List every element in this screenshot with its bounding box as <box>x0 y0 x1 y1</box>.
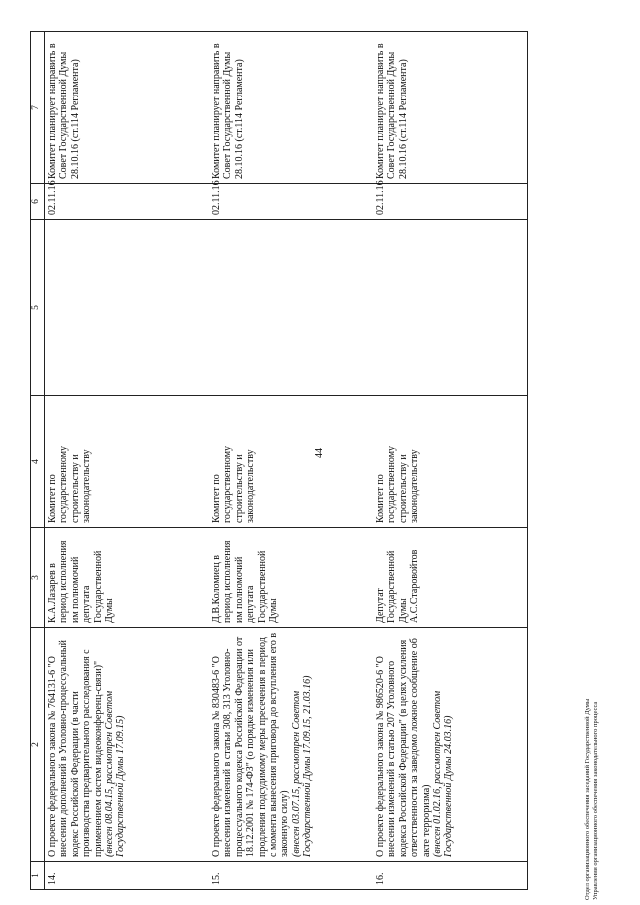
note-cell: Комитет планирует направить в Совет Государственной Думы 28.10.16 (ст.114 Регламента) <box>209 32 373 184</box>
bill-title: О проекте федерального закона № 830483-6 "О внесении изменений в статьи 308, 313 Уголовно-процессуального кодекса Российской Федерации от 18.12.2001 № 174-ФЗ" (о порядке изменения или продления подсудимому меры пресечения в период с момента вынесения приговора до вступления его в законную силу) <box>211 632 291 857</box>
footer-line: Отдел организационного обеспечения заседаний Государственной Думы <box>584 698 591 900</box>
table-row <box>45 32 210 890</box>
column-5-cell <box>45 220 210 396</box>
bill-title: О проекте федерального закона № 986520-6 "О внесении изменений в статью 207 Уголовного кодекса Российской Федерации" (в целях усиления ответственности за заведомо ложное сообщение об акте терроризма) <box>375 638 432 857</box>
row-number: 15. <box>209 862 373 890</box>
column-5-cell <box>373 220 528 396</box>
column-header: 4 <box>31 396 45 528</box>
responsible-committee: Комитет по государственному строительству и законодательству <box>373 396 528 528</box>
table-header-row <box>31 32 45 890</box>
responsible-committee: Комитет по государственному строительству и законодательству <box>209 396 373 528</box>
footer-notes <box>584 700 600 900</box>
column-5-cell <box>209 220 373 396</box>
page-number: 44 <box>314 448 325 458</box>
table-row <box>209 32 373 890</box>
row-number: 16. <box>373 862 528 890</box>
bill-description <box>373 628 528 862</box>
bills-table <box>30 31 528 890</box>
column-header: 6 <box>31 184 45 220</box>
bill-registration: (внесен 03.07.15, рассмотрен Советом Государственной Думы 17.09.15, 21.03.16) <box>290 675 314 857</box>
bill-author: Депутат Государственной Думы А.С.Старовойтов <box>373 528 528 628</box>
row-number: 14. <box>45 862 210 890</box>
table-row <box>373 32 528 890</box>
date-cell: 02.11.16 <box>373 184 528 220</box>
date-cell: 02.11.16 <box>45 184 210 220</box>
column-header: 2 <box>31 628 45 862</box>
column-header: 3 <box>31 528 45 628</box>
bill-author: К.А.Лазарев в период исполнения им полномочий депутата Государственной Думы <box>45 528 210 628</box>
rotated-page-content <box>30 30 620 890</box>
date-cell: 02.11.16 <box>209 184 373 220</box>
bill-registration: (внесен 01.02.16, рассмотрен Советом Государственной Думы 24.03.16) <box>432 690 455 857</box>
column-header: 7 <box>31 32 45 184</box>
footer-line: Управления организационного обеспечения законодательного процесса <box>592 701 599 900</box>
column-header: 5 <box>31 220 45 396</box>
bill-description <box>45 628 210 862</box>
note-cell: Комитет планирует направить в Совет Государственной Думы 28.10.16 (ст.114 Регламента) <box>373 32 528 184</box>
note-cell: Комитет планирует направить в Совет Государственной Думы 28.10.16 (ст.114 Регламента) <box>45 32 210 184</box>
bill-description <box>209 628 373 862</box>
bill-registration: (внесен 08.04.15, рассмотрен Советом Государственной Думы 17.09.15) <box>104 690 127 857</box>
responsible-committee: Комитет по государственному строительству и законодательству <box>45 396 210 528</box>
bill-author: Д.В.Коломиец в период исполнения им полномочий депутата Государственной Думы <box>209 528 373 628</box>
column-header: 1 <box>31 862 45 890</box>
bill-title: О проекте федерального закона № 764131-6 "О внесении дополнений в Уголовно-процессуальный кодекс Российской Федерации (в части производства предварительного расследования с применением систем видеоконференц-связи)" <box>47 640 104 857</box>
